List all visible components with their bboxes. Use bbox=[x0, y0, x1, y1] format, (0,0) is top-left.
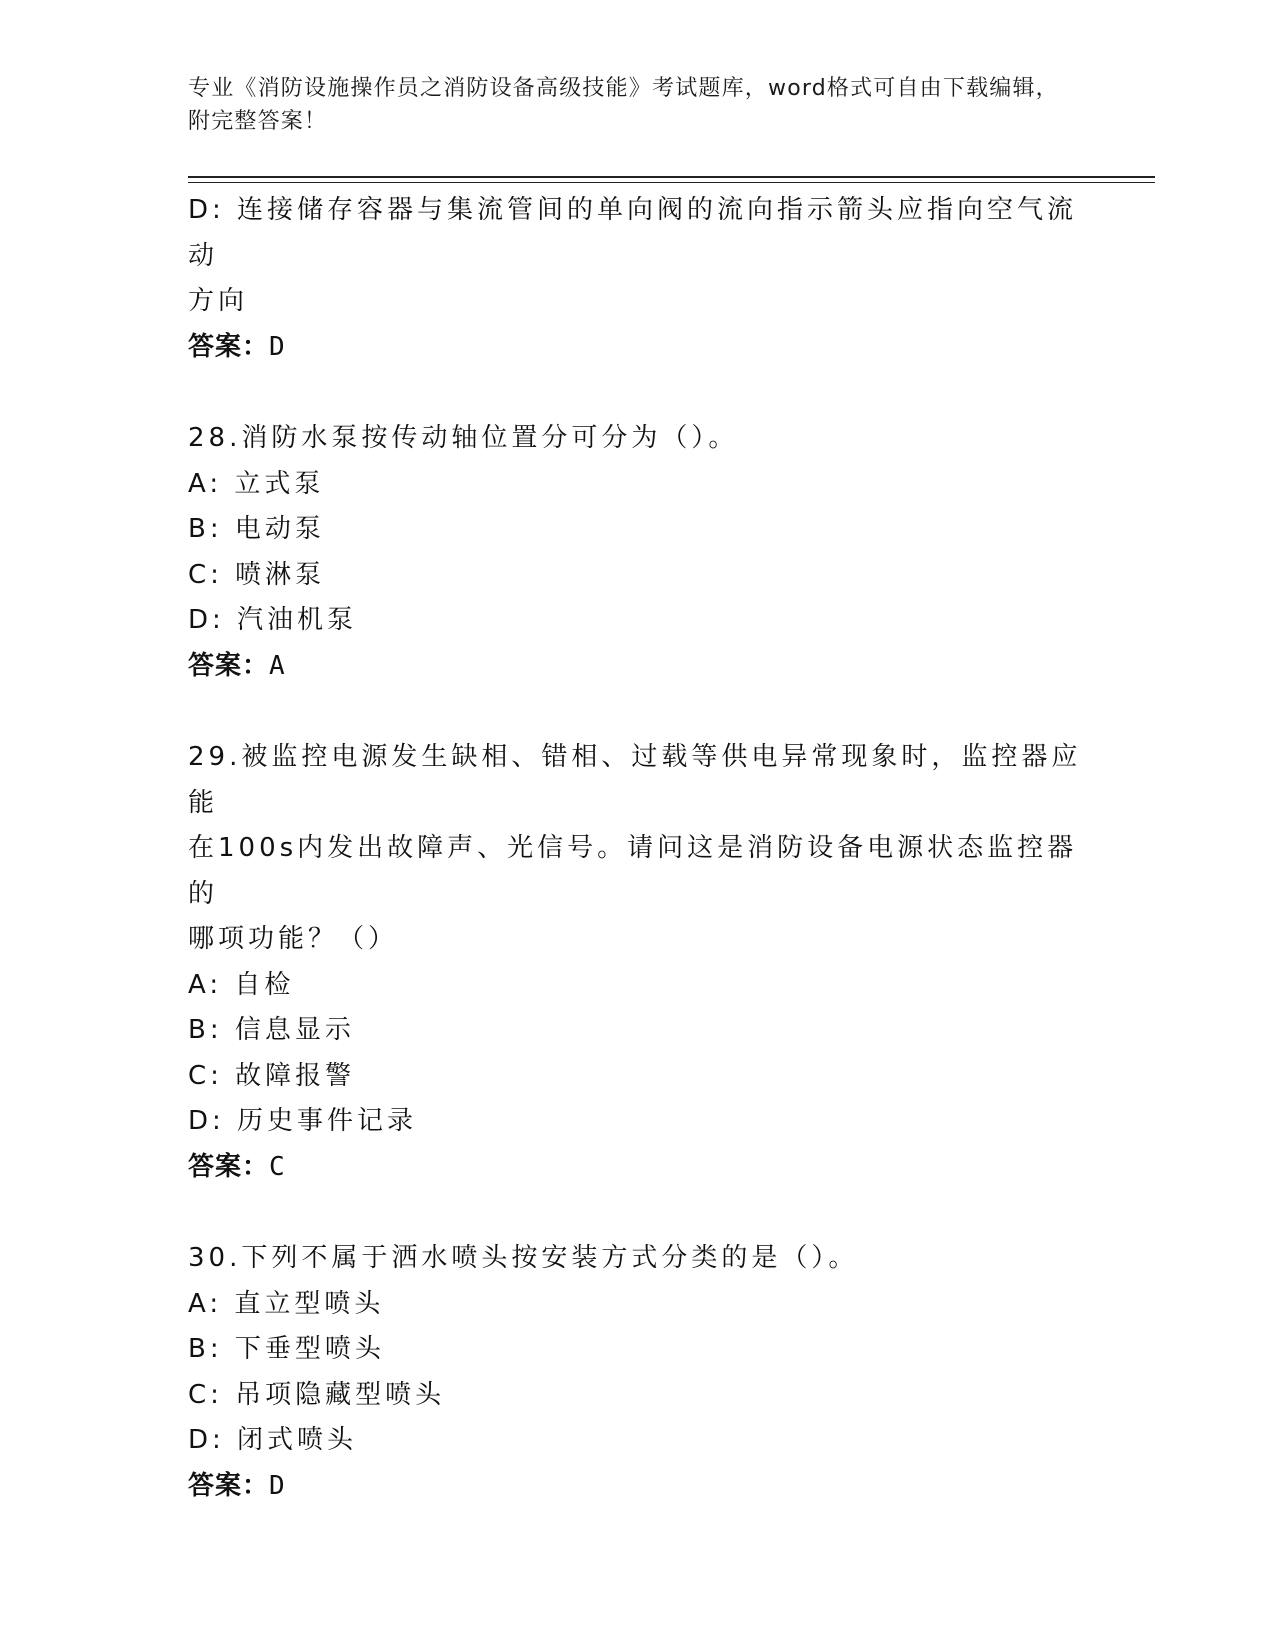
question-28 bbox=[188, 416, 1088, 689]
answer-label: 答案： bbox=[188, 1151, 270, 1182]
option-b: B: 下垂型喷头 bbox=[188, 1334, 385, 1364]
question-stem-line: 哪项功能？（） bbox=[188, 924, 399, 954]
spacer bbox=[188, 689, 1088, 735]
spacer bbox=[188, 1190, 1088, 1236]
header-rule-thick bbox=[188, 176, 1155, 178]
answer-line bbox=[188, 1464, 1088, 1510]
option-c: C: 吊项隐藏型喷头 bbox=[188, 1379, 446, 1410]
answer-line bbox=[188, 325, 1088, 371]
answer-value: D bbox=[269, 331, 286, 362]
page-header: 专业《消防设施操作员之消防设备高级技能》考试题库，word格式可自由下载编辑，附完整答案！ bbox=[188, 76, 1059, 134]
header-rule-thin bbox=[188, 182, 1155, 183]
option-b: B: 电动泵 bbox=[188, 514, 325, 544]
answer-label: 答案： bbox=[188, 331, 270, 362]
option-d: D: 汽油机泵 bbox=[188, 605, 358, 635]
carryover-question bbox=[188, 188, 1088, 370]
question-30 bbox=[188, 1236, 1088, 1509]
question-29 bbox=[188, 735, 1088, 1190]
question-stem-line: 在100s内发出故障声、光信号。请问这是消防设备电源状态监控器的 bbox=[188, 833, 1078, 909]
answer-value: D bbox=[269, 1470, 286, 1501]
answer-label: 答案： bbox=[188, 650, 270, 681]
answer-line bbox=[188, 644, 1088, 690]
option-a: A: 直立型喷头 bbox=[188, 1288, 385, 1319]
question-stem-line: 28.消防水泵按传动轴位置分可分为（）。 bbox=[188, 423, 739, 453]
document-body bbox=[188, 188, 1088, 1509]
option-d-line-1: D: 连接储存容器与集流管间的单向阀的流向指示箭头应指向空气流动 bbox=[188, 195, 1078, 271]
answer-line bbox=[188, 1145, 1088, 1191]
spacer bbox=[188, 370, 1088, 416]
answer-value: C bbox=[269, 1151, 286, 1182]
option-a: A: 立式泵 bbox=[188, 468, 325, 499]
option-d: D: 历史事件记录 bbox=[188, 1106, 418, 1136]
option-a: A: 自检 bbox=[188, 969, 295, 1000]
option-c: C: 喷淋泵 bbox=[188, 559, 326, 590]
option-c: C: 故障报警 bbox=[188, 1060, 356, 1091]
option-d: D: 闭式喷头 bbox=[188, 1425, 358, 1455]
option-b: B: 信息显示 bbox=[188, 1015, 355, 1045]
answer-label: 答案： bbox=[188, 1470, 270, 1501]
question-stem-line: 30.下列不属于洒水喷头按安装方式分类的是（）。 bbox=[188, 1243, 859, 1273]
option-d-line-2: 方向 bbox=[188, 286, 249, 316]
answer-value: A bbox=[269, 650, 286, 681]
question-stem-line: 29.被监控电源发生缺相、错相、过载等供电异常现象时，监控器应能 bbox=[188, 742, 1082, 818]
